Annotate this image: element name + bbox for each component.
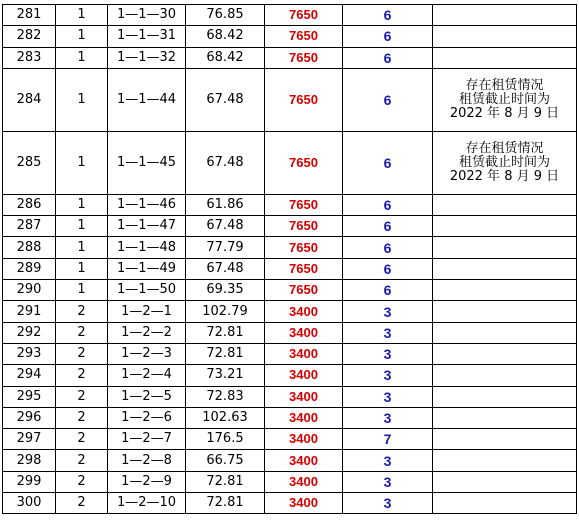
- level-cell: 3: [343, 365, 433, 386]
- price-cell: 3400: [265, 471, 343, 492]
- table-row: [3, 131, 577, 194]
- table-row: [3, 216, 577, 237]
- area-cell: 72.81: [186, 322, 265, 343]
- note-cell: [433, 301, 577, 322]
- area-cell: 67.48: [186, 216, 265, 237]
- price-cell: 7650: [265, 26, 343, 47]
- unit-number-cell: 1—1—44: [108, 68, 186, 131]
- row-number-cell: 294: [3, 365, 56, 386]
- unit-number-cell: 1—2—2: [108, 322, 186, 343]
- unit-number-cell: 1—2—5: [108, 386, 186, 407]
- table-row: [3, 237, 577, 258]
- unit-number-cell: 1—2—4: [108, 365, 186, 386]
- unit-number-cell: 1—2—3: [108, 343, 186, 364]
- row-number-cell: 281: [3, 5, 56, 26]
- row-number-cell: 288: [3, 237, 56, 258]
- note-cell: [433, 258, 577, 279]
- table-row: [3, 429, 577, 450]
- level-cell: 6: [343, 68, 433, 131]
- table-row: [3, 5, 577, 26]
- note-cell: [433, 131, 577, 194]
- row-number-cell: 293: [3, 343, 56, 364]
- unit-number-cell: 1—2—8: [108, 450, 186, 471]
- row-number-cell: 282: [3, 26, 56, 47]
- building-cell: 1: [56, 68, 108, 131]
- area-cell: 76.85: [186, 5, 265, 26]
- row-number-cell: 290: [3, 280, 56, 301]
- note-cell: [433, 216, 577, 237]
- level-cell: 6: [343, 26, 433, 47]
- row-number-cell: 285: [3, 131, 56, 194]
- price-cell: 7650: [265, 47, 343, 68]
- row-number-cell: 299: [3, 471, 56, 492]
- note-cell: [433, 493, 577, 514]
- area-cell: 77.79: [186, 237, 265, 258]
- building-cell: 1: [56, 194, 108, 215]
- unit-number-cell: 1—1—32: [108, 47, 186, 68]
- unit-number-cell: 1—2—10: [108, 493, 186, 514]
- row-number-cell: 284: [3, 68, 56, 131]
- area-cell: 72.83: [186, 386, 265, 407]
- price-cell: 3400: [265, 429, 343, 450]
- level-cell: 3: [343, 471, 433, 492]
- table-row: [3, 322, 577, 343]
- unit-number-cell: 1—1—50: [108, 280, 186, 301]
- table-body: [3, 5, 577, 514]
- building-cell: 2: [56, 429, 108, 450]
- area-cell: 102.79: [186, 301, 265, 322]
- price-cell: 3400: [265, 386, 343, 407]
- note-cell: [433, 429, 577, 450]
- table-row: [3, 471, 577, 492]
- area-cell: 67.48: [186, 131, 265, 194]
- building-cell: 1: [56, 237, 108, 258]
- building-cell: 1: [56, 258, 108, 279]
- level-cell: 3: [343, 450, 433, 471]
- table-row: [3, 407, 577, 428]
- building-cell: 1: [56, 280, 108, 301]
- row-number-cell: 286: [3, 194, 56, 215]
- row-number-cell: 298: [3, 450, 56, 471]
- building-cell: 2: [56, 301, 108, 322]
- unit-number-cell: 1—1—46: [108, 194, 186, 215]
- area-cell: 66.75: [186, 450, 265, 471]
- table-row: [3, 365, 577, 386]
- level-cell: 6: [343, 237, 433, 258]
- building-cell: 2: [56, 386, 108, 407]
- note-cell: [433, 26, 577, 47]
- building-cell: 1: [56, 216, 108, 237]
- level-cell: 6: [343, 216, 433, 237]
- row-number-cell: 292: [3, 322, 56, 343]
- price-cell: 7650: [265, 258, 343, 279]
- row-number-cell: 289: [3, 258, 56, 279]
- note-line: 2022 年 8 月 9 日: [449, 105, 560, 121]
- price-cell: 7650: [265, 5, 343, 26]
- price-cell: 7650: [265, 216, 343, 237]
- row-number-cell: 295: [3, 386, 56, 407]
- unit-number-cell: 1—1—49: [108, 258, 186, 279]
- price-cell: 7650: [265, 68, 343, 131]
- unit-number-cell: 1—2—1: [108, 301, 186, 322]
- area-cell: 68.42: [186, 47, 265, 68]
- building-cell: 1: [56, 26, 108, 47]
- note-cell: [433, 343, 577, 364]
- building-cell: 2: [56, 343, 108, 364]
- level-cell: 3: [343, 386, 433, 407]
- level-cell: 3: [343, 407, 433, 428]
- table-row: [3, 493, 577, 514]
- unit-number-cell: 1—1—47: [108, 216, 186, 237]
- note-cell: [433, 194, 577, 215]
- note-line: 租赁截止时间为: [458, 154, 550, 170]
- price-cell: 3400: [265, 343, 343, 364]
- area-cell: 102.63: [186, 407, 265, 428]
- table-row: [3, 68, 577, 131]
- level-cell: 3: [343, 322, 433, 343]
- row-number-cell: 297: [3, 429, 56, 450]
- row-number-cell: 287: [3, 216, 56, 237]
- area-cell: 69.35: [186, 280, 265, 301]
- area-cell: 176.5: [186, 429, 265, 450]
- property-table: [2, 4, 577, 514]
- price-cell: 3400: [265, 407, 343, 428]
- table-row: [3, 386, 577, 407]
- price-cell: 7650: [265, 194, 343, 215]
- price-cell: 7650: [265, 280, 343, 301]
- note-cell: [433, 280, 577, 301]
- level-cell: 6: [343, 131, 433, 194]
- table-row: [3, 258, 577, 279]
- unit-number-cell: 1—2—6: [108, 407, 186, 428]
- table-row: [3, 301, 577, 322]
- note-cell: [433, 322, 577, 343]
- level-cell: 6: [343, 258, 433, 279]
- building-cell: 2: [56, 450, 108, 471]
- row-number-cell: 291: [3, 301, 56, 322]
- table-row: [3, 194, 577, 215]
- building-cell: 1: [56, 47, 108, 68]
- table-row: [3, 26, 577, 47]
- area-cell: 61.86: [186, 194, 265, 215]
- level-cell: 6: [343, 47, 433, 68]
- note-line: 存在租赁情况: [465, 77, 544, 93]
- price-cell: 3400: [265, 493, 343, 514]
- unit-number-cell: 1—2—7: [108, 429, 186, 450]
- area-cell: 73.21: [186, 365, 265, 386]
- building-cell: 2: [56, 407, 108, 428]
- building-cell: 2: [56, 471, 108, 492]
- price-cell: 3400: [265, 450, 343, 471]
- building-cell: 1: [56, 131, 108, 194]
- table-row: [3, 343, 577, 364]
- area-cell: 72.81: [186, 343, 265, 364]
- unit-number-cell: 1—1—48: [108, 237, 186, 258]
- price-cell: 3400: [265, 365, 343, 386]
- level-cell: 3: [343, 493, 433, 514]
- note-cell: [433, 450, 577, 471]
- row-number-cell: 296: [3, 407, 56, 428]
- level-cell: 7: [343, 429, 433, 450]
- unit-number-cell: 1—1—30: [108, 5, 186, 26]
- note-cell: [433, 47, 577, 68]
- building-cell: 2: [56, 365, 108, 386]
- building-cell: 2: [56, 493, 108, 514]
- table-row: [3, 450, 577, 471]
- building-cell: 2: [56, 322, 108, 343]
- note-cell: [433, 237, 577, 258]
- level-cell: 3: [343, 301, 433, 322]
- area-cell: 72.81: [186, 493, 265, 514]
- note-cell: [433, 68, 577, 131]
- note-cell: [433, 471, 577, 492]
- level-cell: 6: [343, 194, 433, 215]
- unit-number-cell: 1—1—31: [108, 26, 186, 47]
- note-line: 2022 年 8 月 9 日: [449, 168, 560, 184]
- row-number-cell: 300: [3, 493, 56, 514]
- note-cell: [433, 365, 577, 386]
- note-cell: [433, 407, 577, 428]
- row-number-cell: 283: [3, 47, 56, 68]
- building-cell: 1: [56, 5, 108, 26]
- note-line: 存在租赁情况: [465, 140, 544, 156]
- area-cell: 68.42: [186, 26, 265, 47]
- level-cell: 3: [343, 343, 433, 364]
- price-cell: 3400: [265, 322, 343, 343]
- unit-number-cell: 1—2—9: [108, 471, 186, 492]
- price-cell: 7650: [265, 237, 343, 258]
- table-row: [3, 47, 577, 68]
- note-cell: [433, 386, 577, 407]
- note-line: 租赁截止时间为: [458, 91, 550, 107]
- area-cell: 67.48: [186, 258, 265, 279]
- price-cell: 3400: [265, 301, 343, 322]
- area-cell: 67.48: [186, 68, 265, 131]
- level-cell: 6: [343, 5, 433, 26]
- table-row: [3, 280, 577, 301]
- note-cell: [433, 5, 577, 26]
- price-cell: 7650: [265, 131, 343, 194]
- area-cell: 72.81: [186, 471, 265, 492]
- level-cell: 6: [343, 280, 433, 301]
- unit-number-cell: 1—1—45: [108, 131, 186, 194]
